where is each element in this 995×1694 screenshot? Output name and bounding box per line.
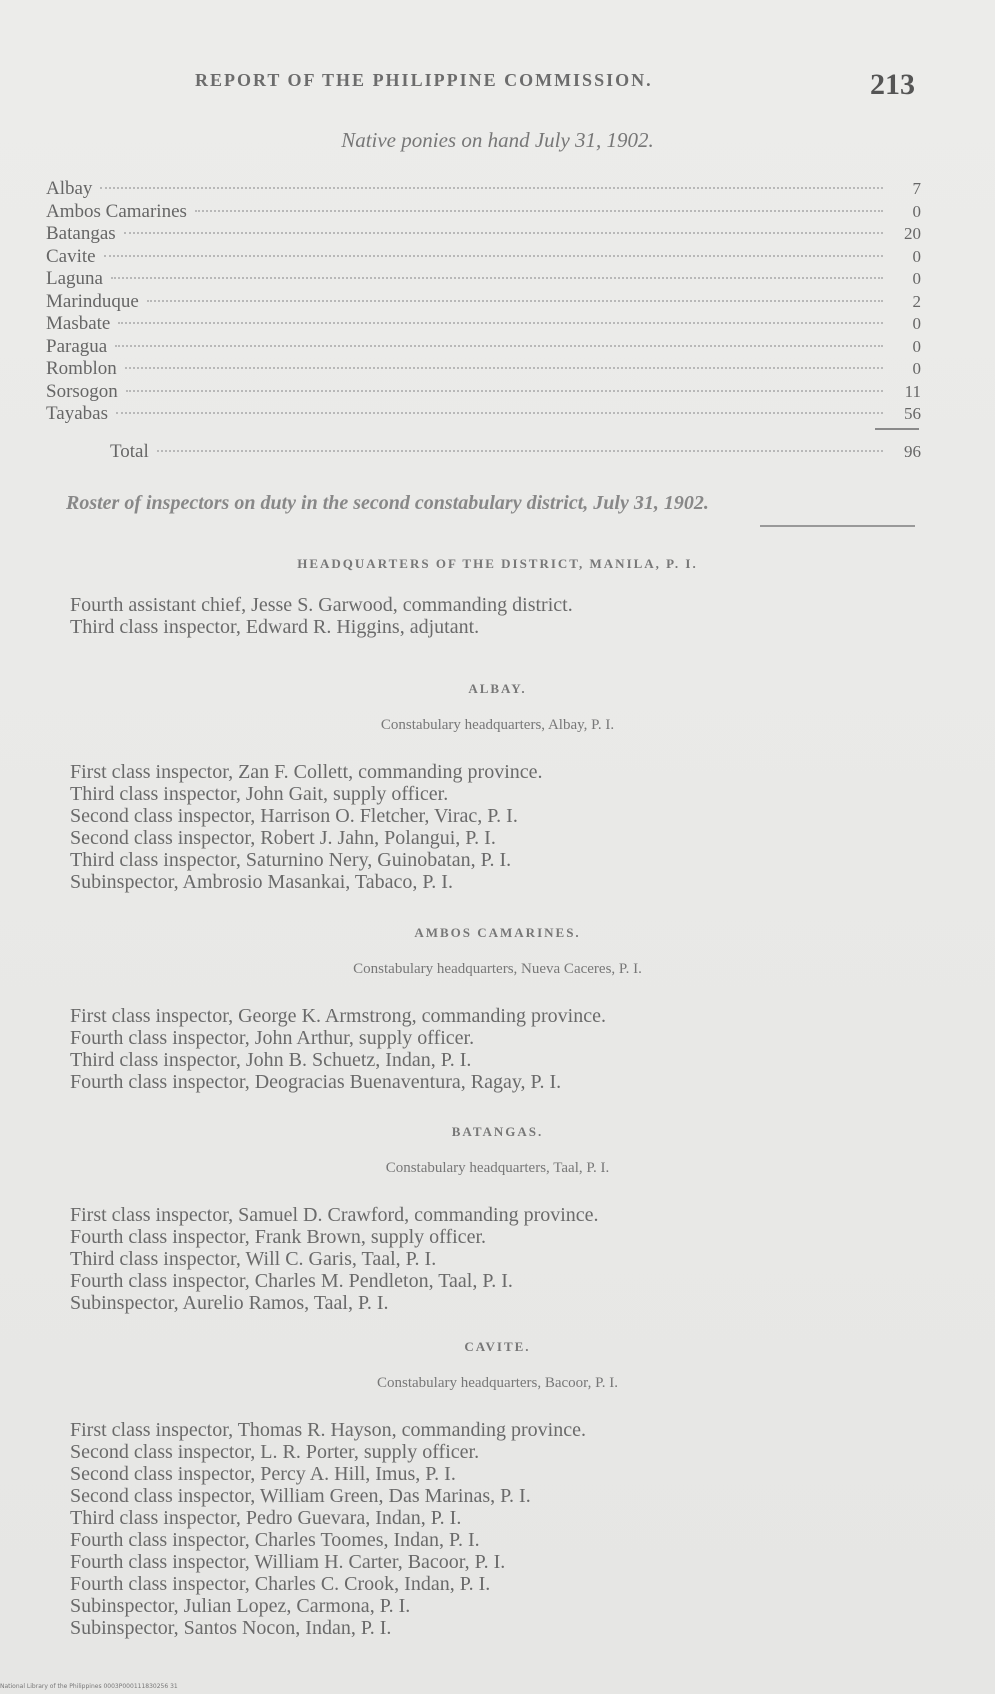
province-name: Laguna <box>46 268 103 289</box>
ponies-row <box>46 246 921 269</box>
province-name: Batangas <box>46 223 116 244</box>
ponies-row <box>46 381 921 404</box>
roster-entry: Second class inspector, Harrison O. Fletcher, Virac, P. I. <box>70 805 518 827</box>
leader-dots <box>125 367 883 369</box>
roster-entry: Second class inspector, Percy A. Hill, Imus, P. I. <box>70 1463 456 1485</box>
province-name: Romblon <box>46 358 117 379</box>
section-subheading: Constabulary headquarters, Albay, P. I. <box>380 717 615 733</box>
roster-entry: Subinspector, Ambrosio Masankai, Tabaco, P. I. <box>70 871 453 893</box>
page-number: 213 <box>870 68 915 101</box>
province-name: Masbate <box>46 313 111 334</box>
ponies-row <box>46 403 921 426</box>
pony-count: 0 <box>912 269 921 288</box>
pony-count: 2 <box>912 291 921 311</box>
section-entries <box>70 594 930 638</box>
pony-count: 20 <box>904 224 921 243</box>
roster-entry: Subinspector, Aurelio Ramos, Taal, P. I. <box>70 1292 389 1314</box>
section-heading: HEADQUARTERS OF THE DISTRICT, MANILA, P. I. <box>297 556 698 571</box>
pony-count: 7 <box>912 179 921 198</box>
leader-dots <box>124 232 883 234</box>
pony-count: 0 <box>912 359 921 378</box>
ponies-row <box>46 336 921 359</box>
section-entries <box>70 1419 930 1639</box>
leader-dots <box>100 187 883 189</box>
leader-dots <box>195 210 883 212</box>
section-heading: CAVITE. <box>464 1339 531 1354</box>
total-value: 96 <box>904 442 921 461</box>
province-name: Paragua <box>46 335 108 357</box>
roster-entry: Fourth class inspector, Charles Toomes, Indan, P. I. <box>70 1529 480 1551</box>
pony-count: 0 <box>912 336 921 356</box>
roster-entry: Subinspector, Julian Lopez, Carmona, P. I. <box>70 1595 411 1617</box>
total-rule <box>875 428 919 430</box>
roster-entry: Subinspector, Santos Nocon, Indan, P. I. <box>70 1617 392 1639</box>
leader-dots <box>111 277 883 279</box>
roster-entry: Fourth class inspector, Frank Brown, supply officer. <box>70 1226 486 1248</box>
ponies-total-row <box>110 441 921 464</box>
ponies-row <box>46 223 921 246</box>
leader-dots <box>147 300 883 302</box>
section-heading: AMBOS CAMARINES. <box>414 925 581 940</box>
ponies-row <box>46 358 921 381</box>
roster-entry: Second class inspector, Robert J. Jahn, Polangui, P. I. <box>70 827 496 849</box>
section-entries <box>70 1005 930 1093</box>
pony-count: 0 <box>912 246 921 266</box>
roster-entry: First class inspector, George K. Armstrong, commanding province. <box>70 1005 606 1027</box>
ponies-row <box>46 313 921 336</box>
leader-dots <box>115 345 883 347</box>
roster-entry: Fourth class inspector, Charles M. Pendleton, Taal, P. I. <box>70 1270 513 1292</box>
section-subheading: Constabulary headquarters, Taal, P. I. <box>385 1160 610 1176</box>
roster-entry: First class inspector, Samuel D. Crawford, commanding province. <box>70 1204 599 1226</box>
section-subheading: Constabulary headquarters, Bacoor, P. I. <box>376 1375 618 1391</box>
roster-title: Roster of inspectors on duty in the second constabulary district, July 31, 1902. <box>66 492 709 514</box>
footer-stamp: National Library of the Philippines 0003P000111830256 31 <box>0 1683 178 1690</box>
province-name: Sorsogon <box>46 380 118 402</box>
roster-entry: First class inspector, Zan F. Collett, commanding province. <box>70 761 543 783</box>
pony-count: 0 <box>912 314 921 333</box>
roster-entry: Third class inspector, Saturnino Nery, Guinobatan, P. I. <box>70 849 512 871</box>
running-head: REPORT OF THE PHILIPPINE COMMISSION. <box>195 70 653 90</box>
ponies-table-title: Native ponies on hand July 31, 1902. <box>341 128 654 152</box>
section-entries <box>70 761 930 893</box>
pony-count: 11 <box>904 381 921 401</box>
leader-dots <box>104 255 883 257</box>
roster-entry: Third class inspector, Pedro Guevara, Indan, P. I. <box>70 1507 462 1529</box>
province-name: Tayabas <box>46 403 108 424</box>
ponies-row <box>46 268 921 291</box>
pony-count: 56 <box>904 404 921 423</box>
leader-dots <box>116 412 883 414</box>
roster-entry: Fourth class inspector, William H. Carter, Bacoor, P. I. <box>70 1551 506 1573</box>
roster-entry: Fourth class inspector, Charles C. Crook, Indan, P. I. <box>70 1573 491 1595</box>
leader-dots <box>118 322 883 324</box>
leader-dots <box>157 450 883 452</box>
roster-entry: First class inspector, Thomas R. Hayson, commanding province. <box>70 1419 586 1441</box>
section-entries <box>70 1204 930 1314</box>
leader-dots <box>126 390 883 392</box>
ponies-row <box>46 178 921 201</box>
total-label: Total <box>110 441 149 462</box>
roster-entry: Second class inspector, William Green, Das Marinas, P. I. <box>70 1485 531 1507</box>
section-heading: ALBAY. <box>468 681 527 696</box>
section-subheading: Constabulary headquarters, Nueva Caceres, P. I. <box>353 961 642 977</box>
ponies-row <box>46 201 921 224</box>
roster-entry: Fourth assistant chief, Jesse S. Garwood, commanding district. <box>70 594 573 616</box>
province-name: Marinduque <box>46 290 139 312</box>
roster-entry: Third class inspector, Will C. Garis, Taal, P. I. <box>70 1248 437 1270</box>
province-name: Ambos Camarines <box>46 200 187 222</box>
roster-rule <box>760 525 915 527</box>
roster-entry: Third class inspector, John Gait, supply officer. <box>70 783 449 805</box>
ponies-table <box>46 178 921 426</box>
ponies-row <box>46 291 921 314</box>
pony-count: 0 <box>912 201 921 221</box>
roster-entry: Second class inspector, L. R. Porter, supply officer. <box>70 1441 480 1463</box>
province-name: Albay <box>46 178 93 199</box>
roster-entry: Third class inspector, John B. Schuetz, Indan, P. I. <box>70 1049 472 1071</box>
roster-entry: Fourth class inspector, John Arthur, supply officer. <box>70 1027 475 1049</box>
roster-entry: Third class inspector, Edward R. Higgins, adjutant. <box>70 616 480 638</box>
province-name: Cavite <box>46 245 96 267</box>
section-heading: BATANGAS. <box>451 1124 544 1139</box>
roster-entry: Fourth class inspector, Deogracias Buenaventura, Ragay, P. I. <box>70 1071 562 1093</box>
